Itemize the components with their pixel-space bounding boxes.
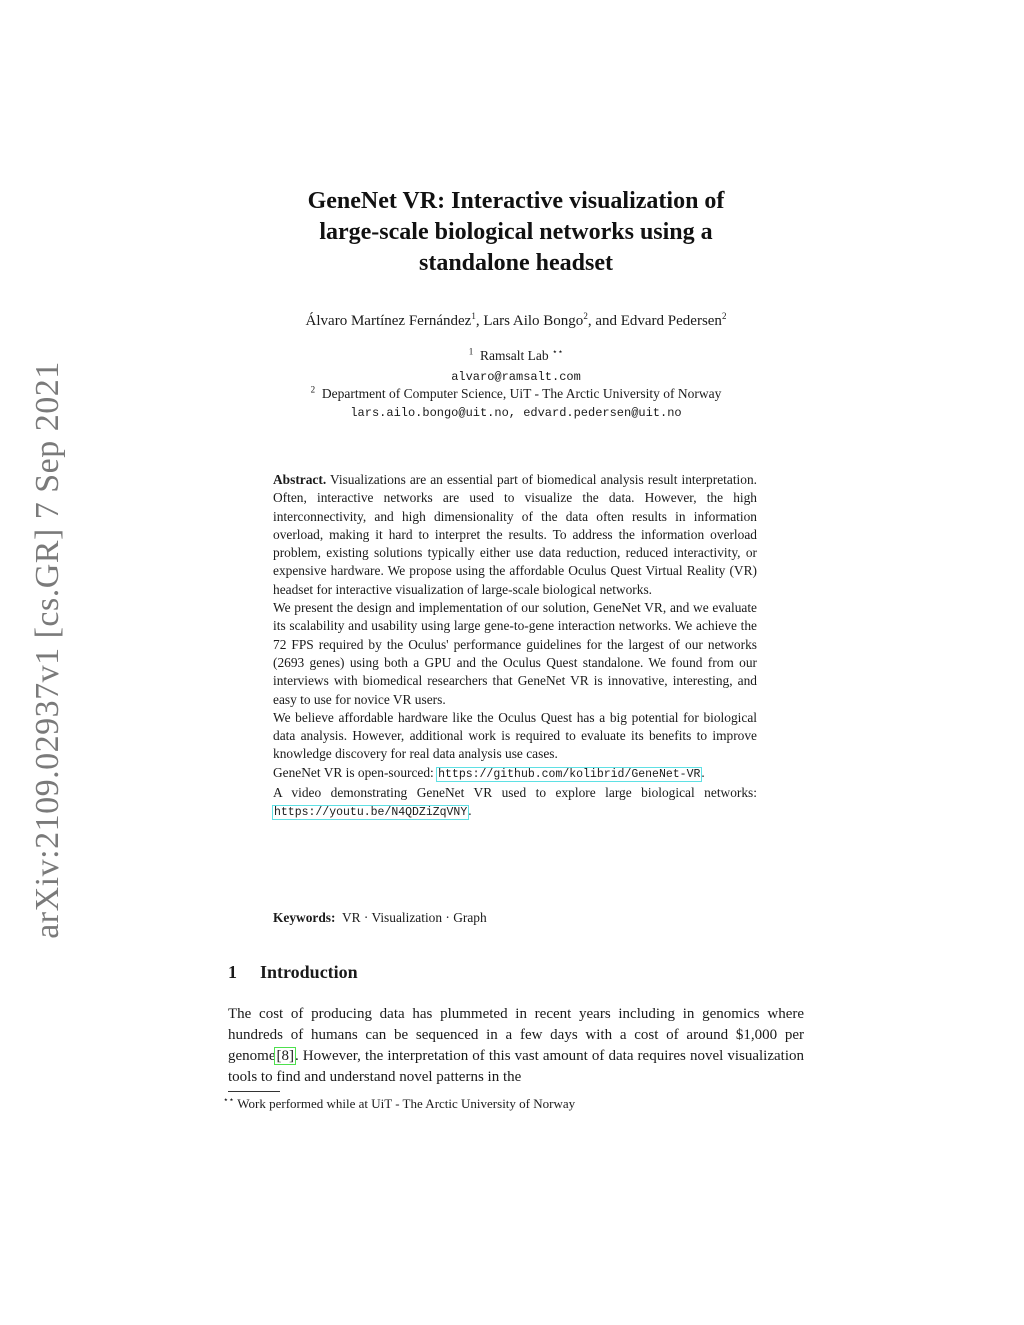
abstract-paragraph — [273, 471, 757, 599]
abstract-paragraph: We believe affordable hardware like the Oculus Quest has a big potential for biological data analysis. However, additional work is required to evaluate its benefits to improve knowledge discovery for real data analysis use cases. — [273, 709, 757, 762]
abstract-text: GeneNet VR is open-sourced: — [273, 764, 438, 780]
keywords-list: VR · Visualization · Graph — [341, 910, 487, 925]
abstract-text: . — [701, 764, 705, 780]
keywords — [273, 910, 757, 926]
author-name: , Lars Ailo Bongo — [475, 313, 584, 329]
affiliation-2-email: lars.ailo.bongo@uit.no, edvard.pedersen@uit.no — [350, 406, 682, 420]
abstract — [273, 471, 757, 823]
abstract-text: A video demonstrating GeneNet VR used to explore large biological networks: — [273, 785, 757, 801]
abstract-heading: Abstract. — [273, 472, 327, 487]
affiliation-2 — [228, 386, 804, 402]
footnote — [223, 1096, 803, 1112]
author-name: , and Edvard Pedersen — [587, 313, 722, 329]
arxiv-stamp-text: arXiv:2109.02937v1 [cs.GR] 7 Sep 2021 — [29, 361, 66, 939]
title-line: standalone headset — [418, 250, 614, 276]
abstract-paragraph: We present the design and implementation of our solution, GeneNet VR, and we evaluate its scalability and usability using large gene-to-gene interaction networks. We achieve the 72 FPS required by the Oculus' performance guidelines for the largest of our networks (2693 genes) using both a GPU and the Oculus Quest standalone. We found from our interviews with biomedical researchers that GeneNet VR is innovative, interesting, and easy to use for novice VR users. — [273, 600, 757, 707]
body-text-after-cite: . However, the interpretation of this vast amount of data requires novel visualization tools to find and understand novel patterns in the — [228, 1048, 804, 1085]
keywords-label: Keywords: — [273, 910, 336, 925]
footnote-rule — [228, 1091, 280, 1092]
section-title: Introduction — [260, 962, 358, 982]
author-affil-mark: 1 — [471, 311, 476, 321]
title-line: GeneNet VR: Interactive visualization of — [307, 188, 725, 214]
section-number: 1 — [228, 962, 237, 982]
author-list — [228, 313, 804, 330]
affiliation-1 — [228, 348, 804, 364]
author-name: Álvaro Martínez Fernández — [305, 313, 472, 329]
paper-title — [228, 186, 804, 279]
abstract-text: . — [468, 803, 472, 819]
footnote-mark: ⋆⋆ — [551, 346, 564, 357]
github-link[interactable]: https://github.com/kolibrid/GeneNet-VR — [438, 767, 701, 781]
author-affil-mark: 2 — [583, 311, 588, 321]
affil-name: Ramsalt Lab — [479, 348, 549, 363]
intro-paragraph — [228, 1004, 804, 1088]
abstract-text: Visualizations are an essential part of biomedical analysis result interpretation. Often, interactive networks are used to visualize the data. However, the high interconnectivity, and high dimensionality of the data often results in information overload, making it hard to interpret the results. To address the information overload problem, existing solutions typically either use data reduction, reduced interactivity, or expensive hardware. We propose using the affordable Oculus Quest Virtual Reality (VR) headset for interactive visualization of large-scale biological networks. — [273, 472, 757, 597]
citation-link[interactable] — [275, 1048, 295, 1064]
video-link[interactable]: https://youtu.be/N4QDZiZqVNY — [274, 806, 468, 820]
affil-number: 1 — [468, 346, 474, 357]
affil-number: 2 — [310, 384, 316, 395]
section-heading — [228, 962, 804, 983]
affiliation-1-email: alvaro@ramsalt.com — [451, 370, 581, 384]
cite-number: 8 — [281, 1048, 289, 1064]
abstract-paragraph — [273, 784, 757, 823]
footnote-text: Work performed while at UiT - The Arctic University of Norway — [234, 1096, 576, 1111]
body-text-before-cite: The cost of producing data has plummeted in recent years including in genomics where hundreds of humans can be sequenced in a few days with a cost of around $1,000 per genome — [228, 1006, 804, 1064]
cite-bracket: [ — [276, 1048, 282, 1064]
cite-bracket: ] — [288, 1048, 294, 1064]
body-text — [228, 1004, 804, 1088]
footnote-mark: ⋆⋆ — [223, 1094, 235, 1105]
affil-name: Department of Computer Science, UiT - The Arctic University of Norway — [321, 386, 722, 401]
abstract-paragraph — [273, 764, 757, 784]
title-line: large-scale biological networks using a — [319, 219, 713, 245]
author-affil-mark: 2 — [721, 311, 727, 321]
arxiv-identifier-stamp — [28, 360, 68, 940]
